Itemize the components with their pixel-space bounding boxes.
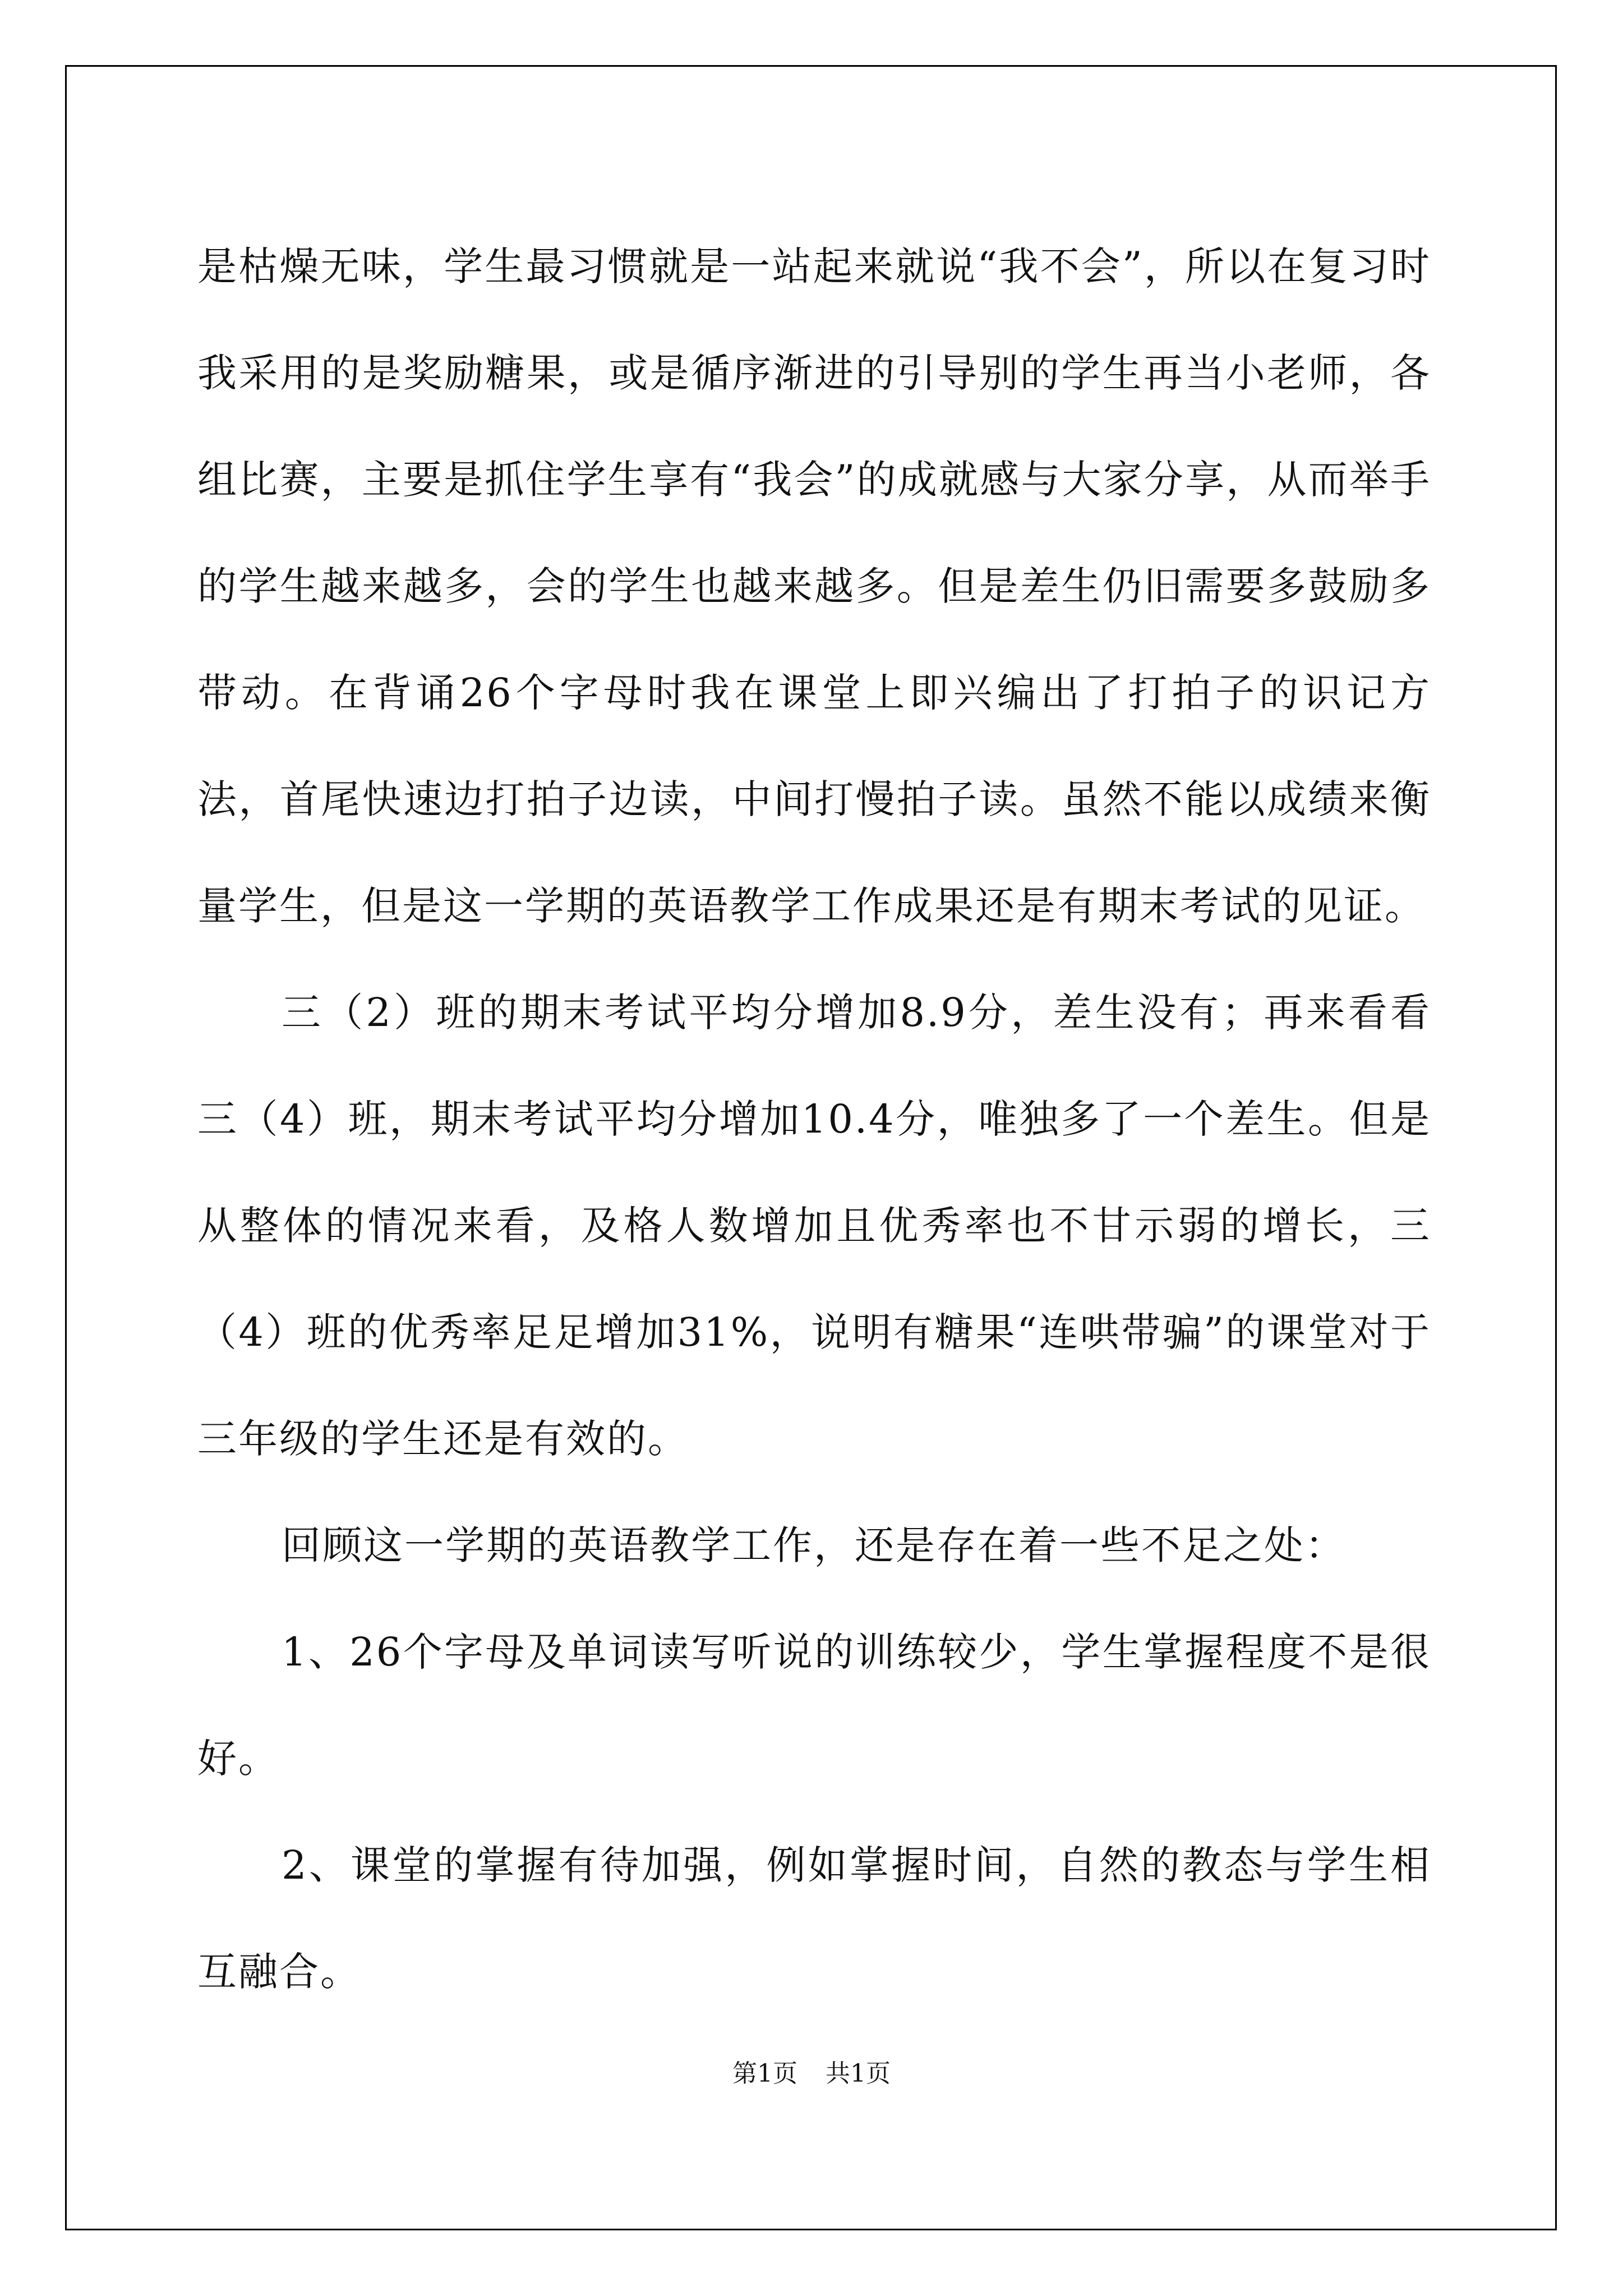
document-body bbox=[197, 213, 1431, 2025]
page-number-total: 共1页 bbox=[826, 2059, 891, 2088]
page-footer bbox=[0, 2053, 1623, 2089]
paragraph-3: 回顾这一学期的英语教学工作，还是存在着一些不足之处： bbox=[282, 1522, 1346, 1568]
paragraph-1: 是枯燥无味，学生最习惯就是一站起来就说“我不会”，所以在复习时我采用的是奖励糖果，或是循序渐进的引导别的学生再当小老师，各组比赛，主要是抓住学生享有“我会”的成就感与大家分享，从而举手的学生越来越多，会的学生也越来越多。但是差生仍旧需要多鼓励多带动。在背诵26个字母时我在课堂上即兴编出了打拍子的识记方法，首尾快速边打拍子边读，中间打慢拍子读。虽然不能以成绩来衡量学生，但是这一学期的英语教学工作成果还是有期末考试的见证。 bbox=[197, 243, 1431, 929]
page-number-current: 第1页 bbox=[732, 2059, 797, 2088]
paragraph-4: 1、26个字母及单词读写听说的训练较少，学生掌握程度不是很好。 bbox=[197, 1629, 1431, 1782]
paragraph-5: 2、课堂的掌握有待加强，例如掌握时间，自然的教态与学生相互融合。 bbox=[197, 1842, 1431, 1995]
paragraph-2: 三（2）班的期末考试平均分增加8.9分，差生没有；再来看看三（4）班，期末考试平均分增加10.4分，唯独多了一个差生。但是从整体的情况来看，及格人数增加且优秀率也不甘示弱的增长，三（4）班的优秀率足足增加31%，说明有糖果“连哄带骗”的课堂对于三年级的学生还是有效的。 bbox=[197, 990, 1431, 1462]
